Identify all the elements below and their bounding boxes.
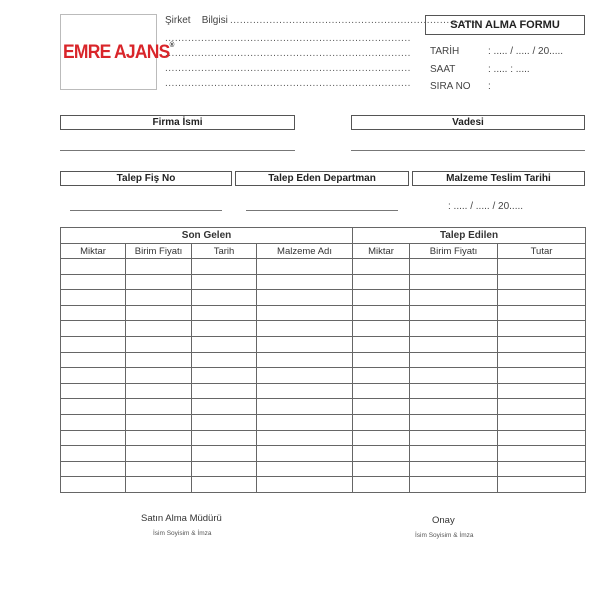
due-date-line[interactable] — [351, 150, 585, 151]
table-cell[interactable] — [192, 336, 257, 352]
sequence-field[interactable]: : — [488, 81, 491, 92]
table-row — [61, 274, 586, 290]
table-cell[interactable] — [257, 274, 353, 290]
table-cell[interactable] — [410, 477, 498, 493]
table-cell[interactable] — [61, 274, 126, 290]
table-row — [61, 446, 586, 462]
table-cell[interactable] — [257, 383, 353, 399]
table-cell[interactable] — [410, 414, 498, 430]
table-cell[interactable] — [353, 477, 410, 493]
table-row — [61, 477, 586, 493]
table-cell[interactable] — [257, 290, 353, 306]
table-cell[interactable] — [410, 383, 498, 399]
table-cell[interactable] — [192, 399, 257, 415]
column-header: Birim Fiyatı — [410, 244, 498, 259]
table-cell[interactable] — [192, 290, 257, 306]
table-cell[interactable] — [192, 477, 257, 493]
table-cell[interactable] — [126, 399, 192, 415]
table-cell[interactable] — [126, 259, 192, 275]
table-cell[interactable] — [61, 399, 126, 415]
table-cell[interactable] — [498, 477, 586, 493]
table-cell[interactable] — [257, 414, 353, 430]
table-cell[interactable] — [410, 305, 498, 321]
table-cell[interactable] — [126, 477, 192, 493]
table-cell[interactable] — [257, 305, 353, 321]
table-cell[interactable] — [192, 259, 257, 275]
column-header: Tarih — [192, 244, 257, 259]
table-cell[interactable] — [498, 383, 586, 399]
table-cell[interactable] — [410, 336, 498, 352]
company-info-line-5[interactable]: ........................................................................... — [165, 78, 411, 89]
table-cell[interactable] — [126, 305, 192, 321]
request-slip-header: Talep Fiş No — [60, 171, 232, 186]
table-cell[interactable] — [61, 477, 126, 493]
table-cell[interactable] — [410, 290, 498, 306]
table-cell[interactable] — [126, 446, 192, 462]
table-row — [61, 305, 586, 321]
requesting-department-line[interactable] — [246, 210, 398, 211]
table-cell[interactable] — [353, 461, 410, 477]
firm-name-header: Firma İsmi — [60, 115, 295, 130]
table-cell[interactable] — [353, 414, 410, 430]
table-row — [61, 290, 586, 306]
table-row — [61, 383, 586, 399]
date-label: TARİH — [430, 46, 460, 57]
table-cell[interactable] — [192, 461, 257, 477]
table-cell[interactable] — [410, 430, 498, 446]
table-cell[interactable] — [61, 368, 126, 384]
requesting-department-header: Talep Eden Departman — [235, 171, 409, 186]
table-cell[interactable] — [498, 430, 586, 446]
group-header-requested: Talep Edilen — [353, 228, 586, 244]
column-header: Tutar — [498, 244, 586, 259]
table-cell[interactable] — [61, 336, 126, 352]
table-row — [61, 259, 586, 275]
signature-sub-right: İsim Soyisim & İmza — [415, 532, 474, 539]
table-cell[interactable] — [192, 414, 257, 430]
table-cell[interactable] — [353, 399, 410, 415]
table-cell[interactable] — [126, 321, 192, 337]
table-cell[interactable] — [353, 305, 410, 321]
table-cell[interactable] — [410, 368, 498, 384]
table-row — [61, 414, 586, 430]
table-cell[interactable] — [257, 461, 353, 477]
table-cell[interactable] — [498, 305, 586, 321]
sequence-label: SIRA NO — [430, 81, 471, 92]
table-cell[interactable] — [353, 352, 410, 368]
table-cell[interactable] — [410, 446, 498, 462]
table-cell[interactable] — [61, 446, 126, 462]
table-cell[interactable] — [498, 259, 586, 275]
table-cell[interactable] — [257, 336, 353, 352]
table-cell[interactable] — [61, 414, 126, 430]
time-label: SAAT — [430, 64, 456, 75]
table-cell[interactable] — [126, 383, 192, 399]
table-cell[interactable] — [126, 336, 192, 352]
signature-title-right: Onay — [432, 515, 455, 526]
table-cell[interactable] — [353, 321, 410, 337]
table-cell[interactable] — [498, 368, 586, 384]
table-cell[interactable] — [410, 399, 498, 415]
table-row — [61, 368, 586, 384]
table-cell[interactable] — [192, 383, 257, 399]
table-cell[interactable] — [353, 259, 410, 275]
table-cell[interactable] — [257, 477, 353, 493]
table-cell[interactable] — [61, 290, 126, 306]
table-cell[interactable] — [498, 461, 586, 477]
table-cell[interactable] — [410, 274, 498, 290]
table-cell[interactable] — [257, 430, 353, 446]
table-cell[interactable] — [192, 305, 257, 321]
company-info-label: Şirket Bilgisi — [165, 15, 228, 26]
table-cell[interactable] — [126, 368, 192, 384]
column-header: Birim Fiyatı — [126, 244, 192, 259]
table-cell[interactable] — [410, 352, 498, 368]
table-cell[interactable] — [126, 461, 192, 477]
table-cell[interactable] — [126, 290, 192, 306]
table-cell[interactable] — [192, 352, 257, 368]
table-cell[interactable] — [353, 290, 410, 306]
table-cell[interactable] — [353, 274, 410, 290]
table-row — [61, 352, 586, 368]
delivery-date-header: Malzeme Teslim Tarihi — [412, 171, 585, 186]
table-cell[interactable] — [257, 352, 353, 368]
column-header: Malzeme Adı — [257, 244, 353, 259]
signature-title-left: Satın Alma Müdürü — [141, 513, 222, 524]
table-cell[interactable] — [61, 305, 126, 321]
table-cell[interactable] — [257, 321, 353, 337]
table-cell[interactable] — [61, 461, 126, 477]
table-cell[interactable] — [257, 446, 353, 462]
company-info-line-1[interactable]: ........................................................................... — [230, 15, 476, 26]
table-cell[interactable] — [498, 290, 586, 306]
table-cell[interactable] — [61, 259, 126, 275]
delivery-date-field[interactable]: : ..... / ..... / 20..... — [448, 201, 524, 212]
table-cell[interactable] — [61, 430, 126, 446]
signature-sub-left: İsim Soyisim & İmza — [153, 530, 212, 537]
items-table — [60, 227, 586, 493]
table-cell[interactable] — [257, 368, 353, 384]
table-cell[interactable] — [126, 414, 192, 430]
group-header-last-received: Son Gelen — [61, 228, 353, 244]
table-cell[interactable] — [498, 414, 586, 430]
table-cell[interactable] — [410, 461, 498, 477]
table-row — [61, 321, 586, 337]
table-cell[interactable] — [353, 383, 410, 399]
table-cell[interactable] — [61, 383, 126, 399]
table-cell[interactable] — [126, 274, 192, 290]
table-cell[interactable] — [498, 336, 586, 352]
table-cell[interactable] — [353, 430, 410, 446]
table-cell[interactable] — [257, 259, 353, 275]
table-row — [61, 399, 586, 415]
column-header: Miktar — [353, 244, 410, 259]
table-row — [61, 461, 586, 477]
table-cell[interactable] — [61, 321, 126, 337]
table-cell[interactable] — [353, 446, 410, 462]
table-row — [61, 430, 586, 446]
request-slip-line[interactable] — [70, 210, 222, 211]
table-cell[interactable] — [498, 446, 586, 462]
table-row — [61, 336, 586, 352]
company-logo: EMRE AJANS® — [63, 42, 174, 63]
table-cell[interactable] — [192, 274, 257, 290]
time-field[interactable]: : ..... : ..... — [488, 64, 530, 75]
date-field[interactable]: : ..... / ..... / 20..... — [488, 46, 564, 57]
table-cell[interactable] — [498, 274, 586, 290]
table-cell[interactable] — [126, 352, 192, 368]
company-info-line-2[interactable]: ........................................................................... — [165, 33, 411, 44]
table-cell[interactable] — [192, 446, 257, 462]
table-cell[interactable] — [126, 430, 192, 446]
company-info-line-4[interactable]: ........................................................................... — [165, 63, 411, 74]
table-cell[interactable] — [192, 368, 257, 384]
table-cell[interactable] — [192, 321, 257, 337]
table-cell[interactable] — [257, 399, 353, 415]
table-cell[interactable] — [410, 321, 498, 337]
company-info-line-3[interactable]: ........................................................................... — [165, 48, 411, 59]
table-cell[interactable] — [353, 368, 410, 384]
form-title: SATIN ALMA FORMU — [425, 15, 585, 35]
firm-name-line[interactable] — [60, 150, 295, 151]
table-cell[interactable] — [498, 321, 586, 337]
table-cell[interactable] — [498, 352, 586, 368]
table-cell[interactable] — [353, 336, 410, 352]
table-cell[interactable] — [498, 399, 586, 415]
table-cell[interactable] — [192, 430, 257, 446]
table-cell[interactable] — [410, 259, 498, 275]
due-date-header: Vadesi — [351, 115, 585, 130]
column-header: Miktar — [61, 244, 126, 259]
table-cell[interactable] — [61, 352, 126, 368]
